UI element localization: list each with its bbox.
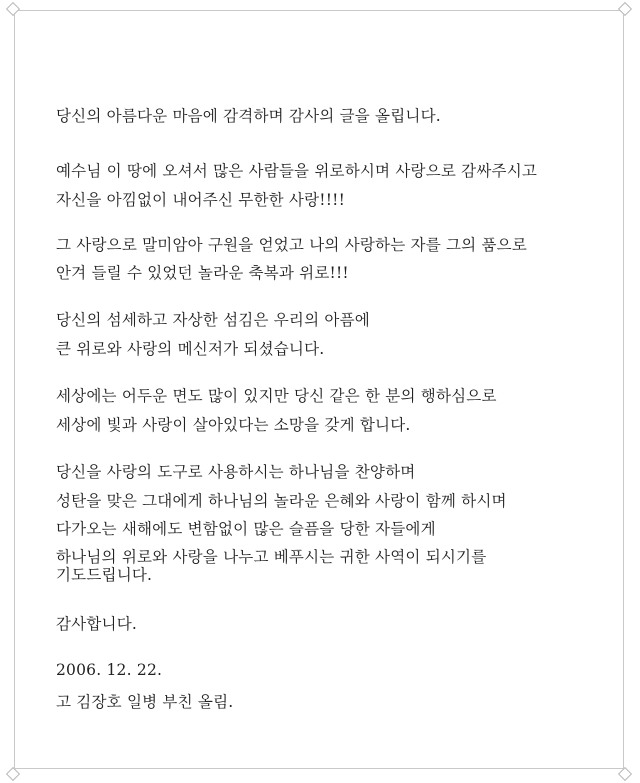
letter-line-1: 당신의 아름다운 마음에 감격하며 감사의 글을 올립니다. bbox=[56, 107, 441, 125]
letter-line-6: 당신의 섬세하고 자상한 섬김은 우리의 아픔에 bbox=[56, 311, 370, 329]
corner-ornament-top-right bbox=[619, 3, 631, 15]
letter-date: 2006. 12. 22. bbox=[56, 661, 163, 679]
letter-line-10: 당신을 사랑의 도구로 사용하시는 하나님을 찬양하며 bbox=[56, 463, 416, 481]
letter-line-12: 다가오는 새해에도 변함없이 많은 슬픔을 당한 자들에게 bbox=[56, 520, 436, 538]
letter-signature: 고 김장호 일병 부친 올림. bbox=[56, 693, 234, 711]
letter-line-5: 안겨 들릴 수 있었던 놀라운 축복과 위로!!! bbox=[56, 264, 349, 282]
letter-line-4: 그 사랑으로 말미암아 구원을 얻었고 나의 사랑하는 자를 그의 품으로 bbox=[56, 236, 527, 254]
letter-line-11: 성탄을 맞은 그대에게 하나님의 놀라운 은혜와 사랑이 함께 하시며 bbox=[56, 492, 507, 510]
letter-line-14: 기도드립니다. bbox=[56, 566, 153, 584]
letter-closing: 감사합니다. bbox=[56, 615, 137, 633]
letter-line-7: 큰 위로와 사랑의 메신저가 되셨습니다. bbox=[56, 340, 325, 358]
letter-line-13: 하나님의 위로와 사랑을 나누고 베푸시는 귀한 사역이 되시기를 bbox=[56, 548, 487, 566]
letter-line-8: 세상에는 어두운 면도 많이 있지만 당신 같은 한 분의 행하심으로 bbox=[56, 387, 497, 405]
corner-ornament-bottom-left bbox=[7, 768, 19, 780]
letter-line-3: 자신을 아낌없이 내어주신 무한한 사랑!!!! bbox=[56, 191, 345, 209]
letter-line-2: 예수님 이 땅에 오셔서 많은 사람들을 위로하시며 사랑으로 감싸주시고 bbox=[56, 162, 538, 180]
letter-line-9: 세상에 빛과 사랑이 살아있다는 소망을 갖게 합니다. bbox=[56, 416, 411, 434]
corner-ornament-top-left bbox=[7, 3, 19, 15]
corner-ornament-bottom-right bbox=[619, 768, 631, 780]
